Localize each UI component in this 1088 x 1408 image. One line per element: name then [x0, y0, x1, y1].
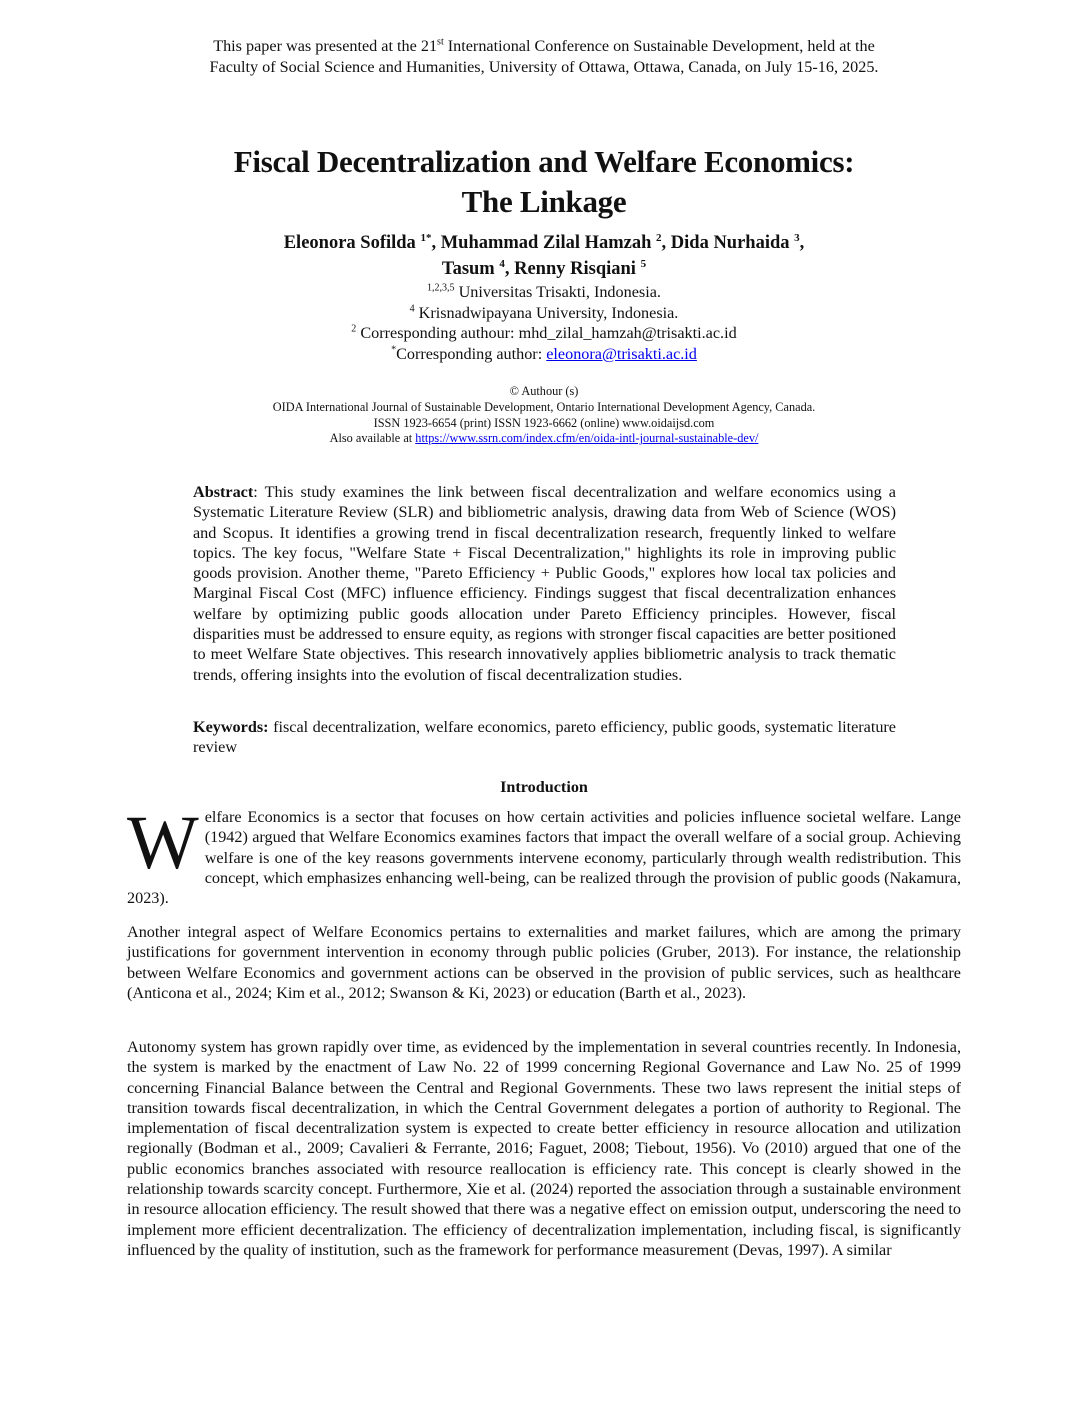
author-affiliation-mark: 5 [640, 257, 647, 270]
author-name: Muhammad Zilal Hamzah [440, 233, 652, 253]
author [671, 233, 800, 253]
author [441, 233, 662, 253]
affiliation-krisnadwipayana [410, 304, 679, 322]
journal-name: OIDA International Journal of Sustainable Development, Ontario International Development Agency, Canada. [272, 399, 816, 414]
drop-cap: W [127, 801, 199, 885]
also-available [330, 431, 759, 445]
note-text: International Conference on Sustainable Development, held at the [443, 37, 875, 55]
section-heading-introduction: Introduction [500, 778, 588, 796]
affiliation-text: Krisnadwipayana University, Indonesia. [414, 303, 679, 322]
keywords-text: fiscal decentralization, welfare economics, pareto efficiency, public goods, systematic literature review [193, 718, 896, 757]
author [284, 233, 432, 253]
conference-note-line2: Faculty of Social Science and Humanities, University of Ottawa, Ottawa, Canada, on July 15-16, 2025. [209, 58, 879, 76]
author-affiliation-mark: 2 [656, 231, 662, 244]
author-name: Renny Risqiani [514, 259, 636, 279]
title-line-2: The Linkage [461, 184, 627, 219]
author-affiliation-mark: 4 [499, 257, 505, 270]
corresponding-label: Corresponding author: [396, 344, 547, 363]
paper-title [150, 142, 938, 222]
journal-issn: ISSN 1923-6654 (print) ISSN 1923-6662 (online) www.oidaijsd.com [373, 415, 715, 430]
author-affiliation-mark: 3 [794, 231, 800, 244]
title-line-1: Fiscal Decentralization and Welfare Economics: [233, 144, 855, 179]
keywords-label: Keywords: [193, 718, 269, 736]
note-text: This paper was presented at the 21 [213, 37, 438, 55]
corresponding-text: Corresponding authour: mhd_zilal_hamzah@trisakti.ac.id [356, 324, 737, 342]
affiliations [150, 282, 938, 364]
asterisk-mark: * [391, 344, 397, 356]
journal-info [150, 384, 938, 447]
keywords [193, 717, 896, 758]
author [514, 259, 646, 279]
abstract-text: : This study examines the link between fiscal decentralization and welfare economics using a Systematic Literature Review (SLR) and bibliometric analysis, drawing data from Web of Science (WOS) and Scopus. It identifies a growing trend in fiscal decentralization research, frequently linked to welfare topics. The key focus, "Welfare State + Fiscal Decentralization," highlights its role in improving public goods provision. Another theme, "Pareto Efficiency + Public Goods," explores how local tax policies and Marginal Fiscal Cost (MFC) influence efficiency. Findings suggest that fiscal decentralization enhances welfare by optimizing public goods allocation under Pareto Efficiency principles. However, fiscal disparities must be addressed to ensure equity, as regions with stronger fiscal capacities are better positioned to meet Welfare State objectives. This research innovatively applies bibliometric analysis to track thematic trends, offering insights into the evolution of fiscal decentralization studies. [193, 483, 896, 684]
author-list: Eleonora Sofilda $^{1*}$, Muhammad Zilal Hamzah $^2$, Dida Nurhaida $^3$, Tasum $^4$, Renny Risqiani $^5$ [283, 231, 805, 279]
affiliation-mark: 2 [351, 323, 357, 335]
copyright-notice: © Authour (s) [509, 384, 579, 398]
author-name: Tasum [441, 259, 495, 279]
intro-paragraph-2: Another integral aspect of Welfare Economics pertains to externalities and market failures, which are among the primary justifications for government intervention in economy through public policies (Gruber, 2013). For instance, the relationship between Welfare Economics and government actions can be observed in the provision of public services, such as healthcare (Anticona et al., 2024; Kim et al., 2012; Swanson & Ki, 2023) or education (Barth et al., 2023). [127, 923, 961, 1002]
author-name: Dida Nurhaida [670, 233, 790, 253]
corresponding-author-1 [391, 345, 697, 363]
paragraph-text: elfare Economics is a sector that focuses on how certain activities and policies influence societal welfare. Lange (1942) argued that Welfare Economics examines factors that impact the overall welfare of a social group. Achieving welfare is one of the key reasons governments intervene economy, particularly through wealth redistribution. This concept, which emphasizes enhancing well-being, can be realized through the provision of public goods (Nakamura, 2023). [127, 808, 961, 908]
author-affiliation-mark: 1* [420, 231, 432, 244]
abstract-label: Abstract [193, 483, 254, 501]
affiliation-mark: 4 [409, 303, 415, 315]
abstract [193, 482, 896, 685]
affiliation-mark: 1,2,3,5 [427, 282, 455, 294]
also-available-label: Also available at [329, 431, 416, 446]
ordinal-suffix: st [437, 36, 444, 48]
intro-paragraph-3: Autonomy system has grown rapidly over time, as evidenced by the implementation in several countries recently. In Indonesia, the system is marked by the enactment of Law No. 22 of 1999 concerning Regional Governance and Law No. 25 of 1999 concerning Financial Balance between the Central and Regional Governments. These two laws represent the initial steps of transition towards fiscal decentralization, in which the Central Government delegates a portion of authority to Regional. The implementation of fiscal decentralization system is expected to create better efficiency in resource allocation and utilization regionally (Bodman et al., 2009; Cavalieri & Ferrante, 2016; Faguet, 2008; Tiebout, 1956). Vo (2010) argued that one of the public economics branches associated with resource reallocation is efficiency rate. This concept is clearly showed in the relationship towards scarcity concept. Furthermore, Xie et al. (2024) reported the association through a sustainable environment in resource allocation efficiency. The result showed that there was a negative effect on emission output, underscoring the need to implement more efficient decentralization. The efficiency of decentralization implementation, including fiscal, is significantly influenced by the quality of institution, such as the framework for performance measurement (Devas, 1997). A similar [127, 1038, 961, 1259]
affiliation-trisakti [427, 283, 661, 301]
intro-paragraph-1 [127, 801, 961, 908]
ssrn-link[interactable]: https://www.ssrn.com/index.cfm/en/oida-intl-journal-sustainable-dev/ [415, 431, 759, 446]
corresponding-author-2 [351, 324, 736, 342]
email-link[interactable]: eleonora@trisakti.ac.id [546, 344, 697, 363]
conference-note-line1 [213, 37, 875, 55]
conference-note [150, 36, 938, 78]
author [442, 259, 505, 279]
author-name: Eleonora Sofilda [283, 233, 416, 253]
affiliation-text: Universitas Trisakti, Indonesia. [454, 283, 661, 301]
